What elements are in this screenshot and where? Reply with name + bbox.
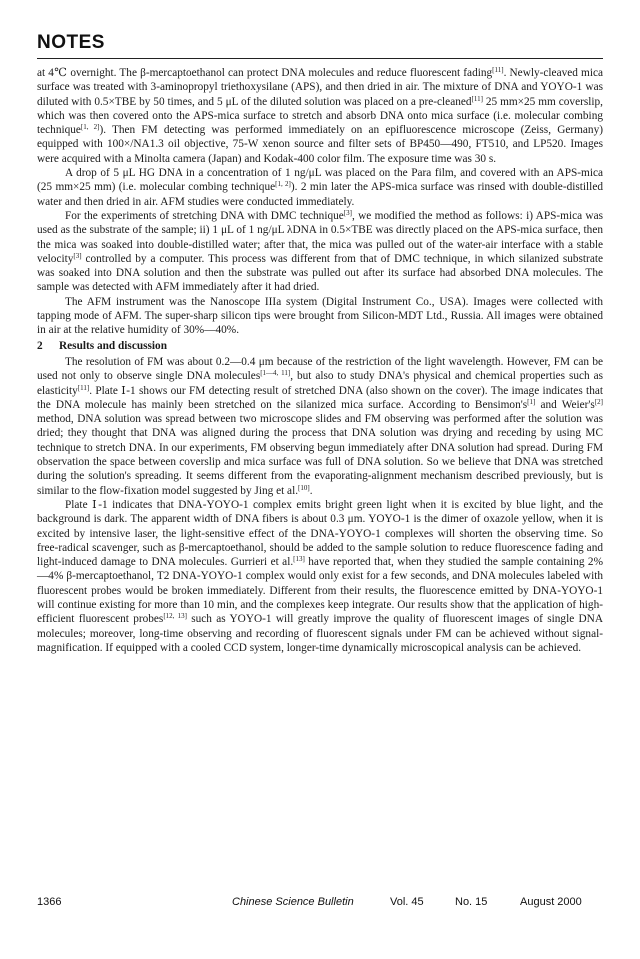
citation-ref: [1, 2]: [275, 180, 291, 189]
citation-ref: [12, 13]: [163, 612, 187, 621]
citation-ref: [1]: [527, 397, 536, 406]
text-run: method, DNA solution was spread between two microscope slides and FM observing was performed after the solution was dried; they thought that DNA was aligned during the process that DNA solution was drying and receding by using MC technique to stretch DNA. In our experiments, FM observing begun immediately after DNA solution had spread. During FM observation the space between coverslip and mica surface was full of DNA solution. So we believe that DNA was stretched during the solution's spreading. It seems different from the evaporating-alignment mechanism described previously, but is similar to the flow-fixation model suggested by Jing et al.: [37, 413, 603, 497]
section-title: Results and discussion: [59, 339, 167, 352]
citation-ref: [1—4, 11]: [260, 369, 291, 378]
citation-ref: [11]: [77, 383, 90, 392]
citation-ref: [10]: [298, 483, 310, 492]
publication-date: August 2000: [520, 896, 582, 908]
text-run: have reported that, when they studied the sample containing 2%—4% β-mercaptoethanol, T2 DNA-YOYO-1 complex would only exist for a few seconds, and DNA molecules labeled with fluorescent probes would be broken immediately. Different from their results, the fluorescence emitted by DNA-YOYO-1 will continue existing for more than 10 min, and the complexes keep integrate. Our results show that the application of high-efficient fluorescent probes: [37, 556, 603, 626]
section-label-notes: NOTES: [37, 32, 105, 53]
paragraph-methods-fm: [37, 66, 603, 166]
paragraph-methods-dmc: [37, 209, 603, 295]
text-run: 25 mm×25 mm coverslip, which was then covered onto the APS-mica surface to stretch and absorb DNA onto mica surface (i.e. molecular combing technique: [37, 95, 603, 137]
text-run: .: [309, 484, 313, 497]
text-run: at 4℃ overnight. The β-mercaptoethanol can protect DNA molecules and reduce fluorescent fading: [37, 67, 493, 79]
paragraph-methods-afm-sample: [37, 166, 603, 209]
paragraph-results-yoyo: [37, 498, 603, 655]
section-number: 2: [37, 339, 43, 352]
citation-ref: [11]: [471, 94, 483, 103]
paragraph-methods-afm-instrument: [37, 295, 603, 338]
citation-ref: [3]: [343, 208, 352, 217]
text-run: ). Then FM detecting was performed immediately on an epifluorescence microscope (Zeiss, Germany) equipped with 100×/NA1.3 oil objective, 75-W xenon source and filter sets of BP450—490, FT510, and LP520. Images were acquired with a Minolta camera (Japan) and Kodak-400 color film. The exposure time was 30 s.: [37, 124, 603, 165]
journal-name: Chinese Science Bulletin: [232, 896, 354, 908]
section-heading: [37, 339, 603, 353]
journal-volume: Vol. 45: [390, 896, 424, 908]
citation-ref: [2]: [594, 397, 603, 406]
citation-ref: [11]: [492, 66, 504, 74]
page-footer: [37, 896, 603, 912]
citation-ref: [1, 2]: [80, 123, 100, 132]
text-run: , we modified the method as follows: i) APS-mica was used as the substrate of the sample; ii) 1 μL of 1 ng/μL λDNA in 0.5×TBE was directly placed on the APS-mica surface, then the mica was soaked into double-distilled water; after that, the mica was pulled out of the water-air interface with a stable velocity: [37, 209, 603, 265]
page-header: [37, 26, 603, 59]
text-run: controlled by a computer. This process was different from that of DMC technique, in which silanized substrate was soaked into DNA solution and then the substrate was pulled out after its surface had absorbed DNA molecules. The sample was detected with AFM immediately after it had dried.: [37, 252, 603, 294]
text-run: The AFM instrument was the Nanoscope IIIa system (Digital Instrument Co., USA). Images were collected with tapping mode of AFM. The super-sharp silicon tips were brought from Silicon-MDT Ltd., Russia. All images were obtained in air at the relative humidity of 30%—40%.: [37, 295, 603, 337]
text-run: . Plate Ⅰ-1 shows our FM detecting result of stretched DNA (also shown on the cover). The image indicates that the DNA molecule has mainly been stretched on the silanized mica surface. According to Bensimon's: [37, 384, 603, 411]
text-run: such as YOYO-1 will greatly improve the quality of fluorescent images of single DNA molecules; moreover, long-time observing and recording of fluorescent signals under FM can be achieved without signal-magnification. If equipped with a cooled CCD system, longer-time dynamically microscopical analysis can be achieved.: [37, 613, 603, 654]
text-run: , but also to study DNA's physical and chemical properties such as elasticity: [37, 370, 603, 397]
text-run: For the experiments of stretching DNA with DMC technique: [65, 209, 344, 222]
text-run: Plate Ⅰ-1 indicates that DNA-YOYO-1 complex emits bright green light when it is excited by blue light, and the background is dark. The apparent width of DNA fibers is about 0.3 μm. YOYO-1 is the dimer of oxazole yellow, when it is excited by intensive laser, the light-sensitive effect of the DNA-YOYO-1 complexes will shorten the observing time. So free-radical scavenger, such as β-mercaptoethanol, should be added to the sample solution to reduce fluorescence fading and light-induced damage to DNA molecules. Gurrieri et al.: [37, 498, 603, 569]
text-run: ). 2 min later the APS-mica surface was rinsed with double-distilled water and then dried in air. AFM studies were conducted immediately.: [37, 181, 603, 208]
text-run: The resolution of FM was about 0.2—0.4 μm because of the restriction of the light wavelength. However, FM can be used not only to observe single DNA molecules: [37, 355, 603, 383]
article-body: [37, 66, 603, 655]
paragraph-results-fm: [37, 355, 603, 498]
citation-ref: [3]: [73, 251, 82, 260]
journal-issue: No. 15: [455, 896, 488, 908]
text-run: and Weier's: [535, 398, 595, 411]
page-number: 1366: [37, 896, 62, 908]
text-run: A drop of 5 μL HG DNA in a concentration of 1 ng/μL was placed on the Para film, and covered with an APS-mica (25 mm×25 mm) (i.e. molecular combing technique: [37, 167, 603, 194]
citation-ref: [13]: [293, 555, 305, 564]
text-run: . Newly-cleaved mica surface was treated with 3-aminopropyl triethoxysilane (APS), and then dried in air. The mixture of DNA and YOYO-1 was diluted with 0.5×TBE by 50 times, and 5 μL of the diluted solution was placed on a pre-cleaned: [37, 67, 603, 108]
